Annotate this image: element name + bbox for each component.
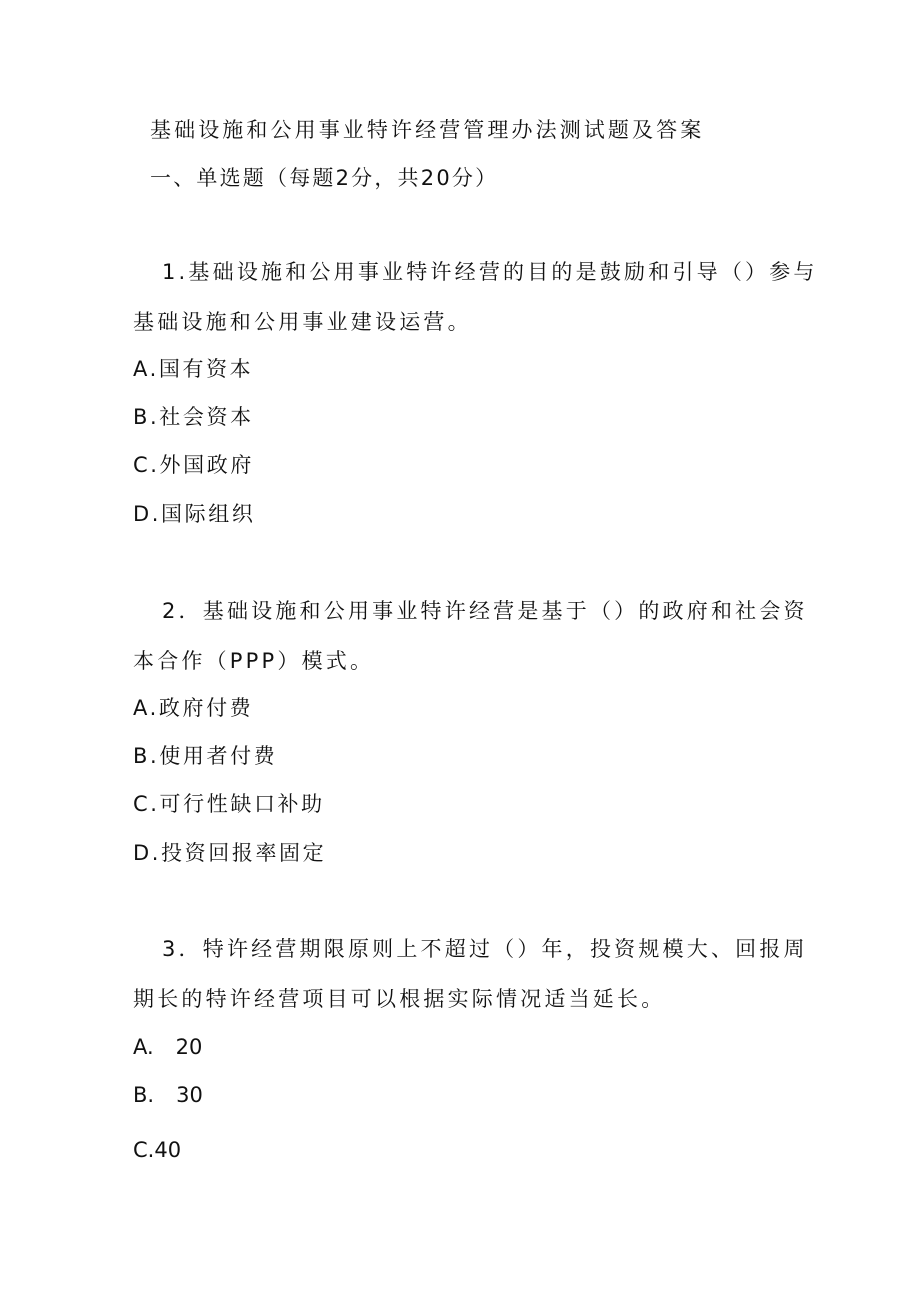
question-2-option-a: A.政府付费	[133, 696, 254, 720]
question-1-text-line-1: 1.基础设施和公用事业特许经营的目的是鼓励和引导（）参与	[162, 260, 818, 284]
question-2-option-b: B.使用者付费	[133, 744, 278, 768]
question-1-option-b: B.社会资本	[133, 405, 254, 429]
document-title: 基础设施和公用事业特许经营管理办法测试题及答案	[150, 118, 705, 142]
question-3-text-line-2: 期长的特许经营项目可以根据实际情况适当延长。	[133, 987, 666, 1011]
question-3-option-c	[133, 1140, 181, 1161]
question-3-option-b	[133, 1085, 203, 1106]
question-3-option-a	[133, 1037, 202, 1058]
question-1-option-a: A.国有资本	[133, 357, 254, 381]
option-letter: A.	[133, 1035, 154, 1059]
option-value: 30	[176, 1083, 203, 1107]
option-value: 40	[154, 1138, 182, 1162]
option-letter: B.	[133, 1083, 155, 1107]
question-1-text-line-2: 基础设施和公用事业建设运营。	[133, 310, 472, 334]
section-heading: 一、单选题（每题2分，共20分）	[150, 166, 499, 190]
option-letter: C.	[133, 1138, 155, 1162]
option-value: 20	[175, 1035, 203, 1059]
question-2-text-line-1: 2．基础设施和公用事业特许经营是基于（）的政府和社会资	[162, 599, 808, 623]
question-2-option-d: D.投资回报率固定	[133, 841, 327, 865]
question-1-option-c: C.外国政府	[133, 453, 254, 477]
question-3-text-line-1: 3．特许经营期限原则上不超过（）年，投资规模大、回报周	[162, 937, 808, 961]
question-2-option-c: C.可行性缺口补助	[133, 792, 325, 816]
question-1-option-d: D.国际组织	[133, 502, 256, 526]
question-2-text-line-2: 本合作（PPP）模式。	[133, 649, 375, 673]
